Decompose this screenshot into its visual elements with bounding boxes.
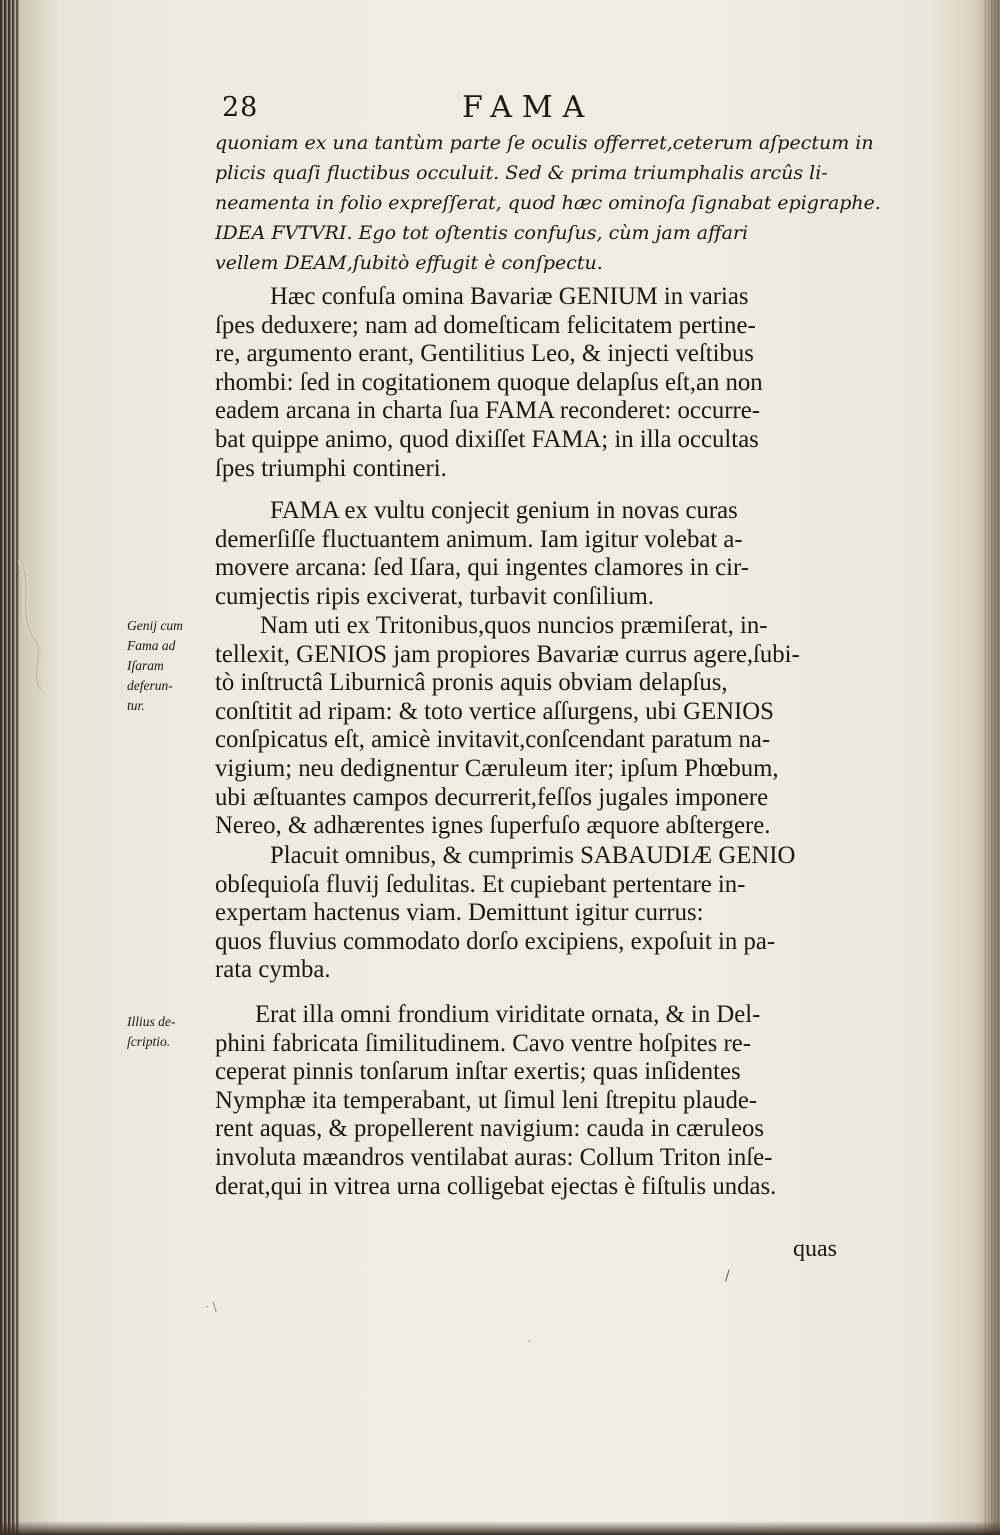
text-line: rhombi: ſed in cogitationem quoque delapſus eſt,an non [215, 368, 763, 396]
page-number: 28 [222, 92, 259, 123]
text-line: Hæc confuſa omina Bavariæ GENIUM in varias [270, 283, 749, 310]
marginal-line: tur. [127, 698, 145, 713]
text-line: ſpes deduxere; nam ad domeſticam felicitatem pertine- [215, 311, 756, 339]
book-gutter [0, 0, 20, 1535]
text-line: eadem arcana in charta ſua FAMA reconderet: occurre- [215, 397, 761, 425]
text-line: rata cymba. [215, 956, 331, 984]
marginal-note-1 [127, 616, 207, 716]
ink-speck-icon: · \ [205, 1300, 217, 1314]
text-line: quoniam ex una tantùm parte ſe oculis offerret,ceterum aſpectum in [215, 132, 874, 154]
text-line: quos fluvius commodato dorſo excipiens, expoſuit in pa- [215, 927, 776, 955]
text-line: derat,qui in vitrea urna colligebat ejectas è fiſtulis undas. [215, 1172, 777, 1200]
text-line: demerſiſſe fluctuantem animum. Iam igitur volebat a- [215, 525, 743, 553]
paragraph-4 [215, 842, 881, 985]
page-fore-edge [984, 0, 1000, 1535]
text-line: conſtitit ad ripam: & toto vertice aſſurgens, ubi GENIOS [215, 697, 774, 725]
page-bottom-shadow [0, 1521, 1000, 1535]
text-line: movere arcana: ſed Iſara, qui ingentes clamores in cir- [215, 554, 749, 582]
marginal-note-2 [127, 1012, 207, 1052]
catchword: quas [793, 1236, 837, 1262]
text-line: expertam hactenus viam. Demittunt igitur currus: [215, 899, 704, 927]
text-line: ſpes triumphi contineri. [215, 454, 447, 482]
text-line: re, argumento erant, Gentilitius Leo, & injecti veſtibus [215, 340, 754, 368]
marginal-line: Illius de- [127, 1014, 176, 1029]
paragraph-3 [215, 612, 881, 841]
text-line: Erat illa omni frondium viriditate ornata, & in Del- [255, 1001, 761, 1028]
text-line: ubi æſtuantes campos decurrerit,feſſos jugales imponere [215, 783, 769, 811]
marginal-line: deferun- [127, 678, 173, 693]
text-line: tò inſtructâ Liburnicâ pronis aquis obviam delapſus, [215, 669, 728, 697]
italic-text-block [215, 128, 881, 278]
text-line: phini fabricata ſimilitudinem. Cavo ventre hoſpites re- [215, 1029, 751, 1057]
bookmark-ribbon-icon [15, 560, 49, 690]
text-line: Nymphæ ita temperabant, ut ſimul leni ſtrepitu plaude- [215, 1086, 758, 1114]
ink-speck-icon: ′ [528, 1338, 531, 1352]
text-line: FAMA ex vultu conjecit genium in novas curas [270, 497, 738, 524]
marginal-line: Fama ad [127, 638, 176, 653]
paragraph-1 [215, 283, 881, 483]
text-line: obſequioſa fluvij ſedulitas. Et cupiebant pertentare in- [215, 870, 746, 898]
text-line: vellem DEAM,ſubitò effugit è conſpectu. [215, 252, 603, 274]
text-line: vigium; neu dedignentur Cæruleum iter; ipſum Phœbum, [215, 754, 779, 782]
running-head: FAMA [462, 90, 595, 125]
text-line: involuta mæandros ventilabat auras: Collum Triton inſe- [215, 1143, 773, 1171]
text-line: cumjectis ripis exciverat, turbavit conſilium. [215, 582, 654, 610]
ink-speck-icon: ∕ [725, 1268, 730, 1284]
marginal-line: Genij cum [127, 618, 183, 633]
text-line: IDEA FVTVRI. Ego tot oſtentis confuſus, cùm jam affari [215, 222, 749, 244]
text-line: conſpicatus eſt, amicè invitavit,conſcendant paratum na- [215, 726, 771, 754]
paragraph-2 [215, 497, 881, 611]
text-line: plicis quaſi fluctibus occuluit. Sed & prima triumphalis arcûs li- [215, 162, 828, 184]
text-line: tellexit, GENIOS jam propiores Bavariæ currus agere,ſubi- [215, 640, 800, 668]
marginal-line: Iſaram [127, 658, 164, 673]
paragraph-5 [215, 1001, 881, 1201]
text-line: ceperat pinnis tonſarum inſtar exertis; quas inſidentes [215, 1058, 741, 1086]
text-line: rent aquas, & propellerent navigium: cauda in cæruleos [215, 1115, 765, 1143]
page-header [222, 88, 882, 128]
text-line: Nam uti ex Tritonibus,quos nuncios præmiſerat, in- [260, 612, 768, 639]
text-line: bat quippe animo, quod dixiſſet FAMA; in illa occultas [215, 425, 759, 453]
marginal-line: ſcriptio. [127, 1034, 171, 1049]
text-line: Placuit omnibus, & cumprimis SABAUDIÆ GENIO [270, 842, 796, 869]
text-line: neamenta in folio expreſſerat, quod hæc ominoſa ſignabat epigraphe. [215, 192, 881, 214]
text-line: Nereo, & adhærentes ignes ſuperfuſo æquore abſtergere. [215, 812, 771, 840]
